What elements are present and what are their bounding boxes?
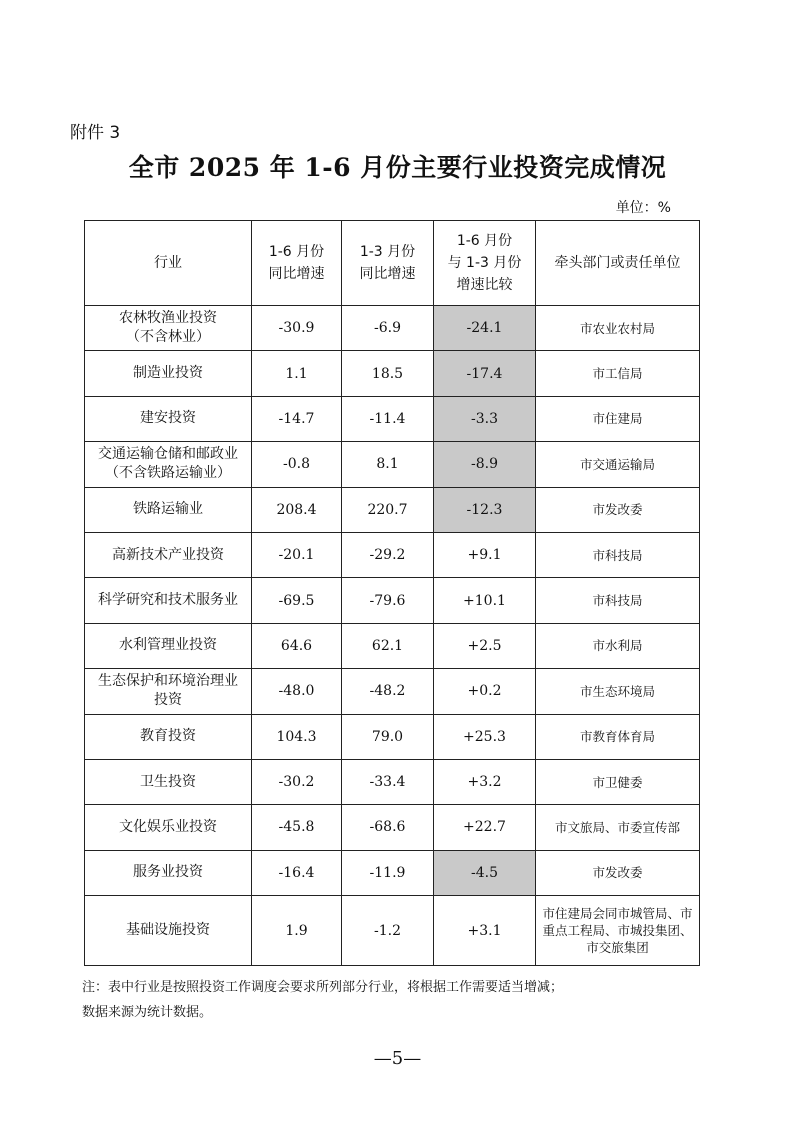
table-row	[85, 396, 700, 441]
industry-cell: 制造业投资	[85, 351, 252, 396]
table-row	[85, 805, 700, 850]
dept-cell: 市发改委	[536, 850, 700, 895]
table-row	[85, 487, 700, 532]
growth-diff-cell: -8.9	[434, 442, 536, 487]
h1-growth-cell: 104.3	[252, 714, 342, 759]
table-row	[85, 714, 700, 759]
growth-diff-cell: +0.2	[434, 669, 536, 714]
header-h1-growth: 1-6 月份 同比增速	[252, 221, 342, 306]
q1-growth-cell: -11.9	[342, 850, 434, 895]
table-header-row	[85, 221, 700, 306]
dept-cell: 市文旅局、市委宣传部	[536, 805, 700, 850]
h1-growth-cell: -16.4	[252, 850, 342, 895]
industry-cell: 生态保护和环境治理业 投资	[85, 669, 252, 714]
growth-diff-cell: -17.4	[434, 351, 536, 396]
dept-cell: 市住建局	[536, 396, 700, 441]
header-responsible-unit: 牵头部门或责任单位	[536, 221, 700, 306]
table-row	[85, 578, 700, 623]
q1-growth-cell: -11.4	[342, 396, 434, 441]
growth-diff-cell: +10.1	[434, 578, 536, 623]
h1-growth-cell: -45.8	[252, 805, 342, 850]
dept-cell: 市交通运输局	[536, 442, 700, 487]
table-row	[85, 351, 700, 396]
header-industry: 行业	[85, 221, 252, 306]
growth-diff-cell: +25.3	[434, 714, 536, 759]
industry-cell: 服务业投资	[85, 850, 252, 895]
industry-cell: 卫生投资	[85, 759, 252, 804]
q1-growth-cell: 62.1	[342, 623, 434, 668]
growth-diff-cell: -12.3	[434, 487, 536, 532]
table-row	[85, 896, 700, 966]
growth-diff-cell: -4.5	[434, 850, 536, 895]
h1-growth-cell: -48.0	[252, 669, 342, 714]
table-row	[85, 442, 700, 487]
q1-growth-cell: 18.5	[342, 351, 434, 396]
header-growth-comparison: 1-6 月份 与 1-3 月份 增速比较	[434, 221, 536, 306]
dept-cell: 市工信局	[536, 351, 700, 396]
q1-growth-cell: 79.0	[342, 714, 434, 759]
h1-growth-cell: -14.7	[252, 396, 342, 441]
q1-growth-cell: -29.2	[342, 532, 434, 577]
q1-growth-cell: -48.2	[342, 669, 434, 714]
table-row	[85, 669, 700, 714]
growth-diff-cell: +22.7	[434, 805, 536, 850]
h1-growth-cell: 64.6	[252, 623, 342, 668]
h1-growth-cell: 1.9	[252, 896, 342, 966]
h1-growth-cell: -69.5	[252, 578, 342, 623]
industry-cell: 高新技术产业投资	[85, 532, 252, 577]
growth-diff-cell: +3.2	[434, 759, 536, 804]
industry-cell: 水利管理业投资	[85, 623, 252, 668]
dept-cell: 市住建局会同市城管局、市重点工程局、市城投集团、市交旅集团	[536, 896, 700, 966]
growth-diff-cell: +3.1	[434, 896, 536, 966]
dept-cell: 市教育体育局	[536, 714, 700, 759]
dept-cell: 市科技局	[536, 532, 700, 577]
dept-cell: 市农业农村局	[536, 306, 700, 351]
h1-growth-cell: 208.4	[252, 487, 342, 532]
dept-cell: 市生态环境局	[536, 669, 700, 714]
dept-cell: 市科技局	[536, 578, 700, 623]
q1-growth-cell: 220.7	[342, 487, 434, 532]
footnote-line: 数据来源为统计数据。	[82, 1005, 213, 1020]
industry-cell: 教育投资	[85, 714, 252, 759]
dept-cell: 市发改委	[536, 487, 700, 532]
growth-diff-cell: +9.1	[434, 532, 536, 577]
q1-growth-cell: -79.6	[342, 578, 434, 623]
table-row	[85, 759, 700, 804]
investment-table	[84, 220, 700, 966]
footnote	[82, 975, 722, 1025]
dept-cell: 市水利局	[536, 623, 700, 668]
q1-growth-cell: -68.6	[342, 805, 434, 850]
h1-growth-cell: 1.1	[252, 351, 342, 396]
growth-diff-cell: -3.3	[434, 396, 536, 441]
unit-label: 单位：%	[615, 200, 671, 216]
footnote-line: 注：表中行业是按照投资工作调度会要求所列部分行业，将根据工作需要适当增减；	[82, 980, 564, 995]
q1-growth-cell: -1.2	[342, 896, 434, 966]
industry-cell: 建安投资	[85, 396, 252, 441]
attachment-label: 附件 3	[70, 123, 121, 143]
h1-growth-cell: -0.8	[252, 442, 342, 487]
industry-cell: 文化娱乐业投资	[85, 805, 252, 850]
page-number: —5—	[373, 1048, 422, 1069]
h1-growth-cell: -30.2	[252, 759, 342, 804]
h1-growth-cell: -30.9	[252, 306, 342, 351]
q1-growth-cell: 8.1	[342, 442, 434, 487]
industry-cell: 基础设施投资	[85, 896, 252, 966]
table-row	[85, 623, 700, 668]
header-q1-growth: 1-3 月份 同比增速	[342, 221, 434, 306]
table-row	[85, 306, 700, 351]
table-row	[85, 850, 700, 895]
industry-cell: 交通运输仓储和邮政业 （不含铁路运输业）	[85, 442, 252, 487]
q1-growth-cell: -33.4	[342, 759, 434, 804]
industry-cell: 农林牧渔业投资 （不含林业）	[85, 306, 252, 351]
table-row	[85, 532, 700, 577]
dept-cell: 市卫健委	[536, 759, 700, 804]
industry-cell: 铁路运输业	[85, 487, 252, 532]
h1-growth-cell: -20.1	[252, 532, 342, 577]
q1-growth-cell: -6.9	[342, 306, 434, 351]
industry-cell: 科学研究和技术服务业	[85, 578, 252, 623]
page-title: 全市 2025 年 1-6 月份主要行业投资完成情况	[128, 153, 667, 182]
growth-diff-cell: -24.1	[434, 306, 536, 351]
growth-diff-cell: +2.5	[434, 623, 536, 668]
